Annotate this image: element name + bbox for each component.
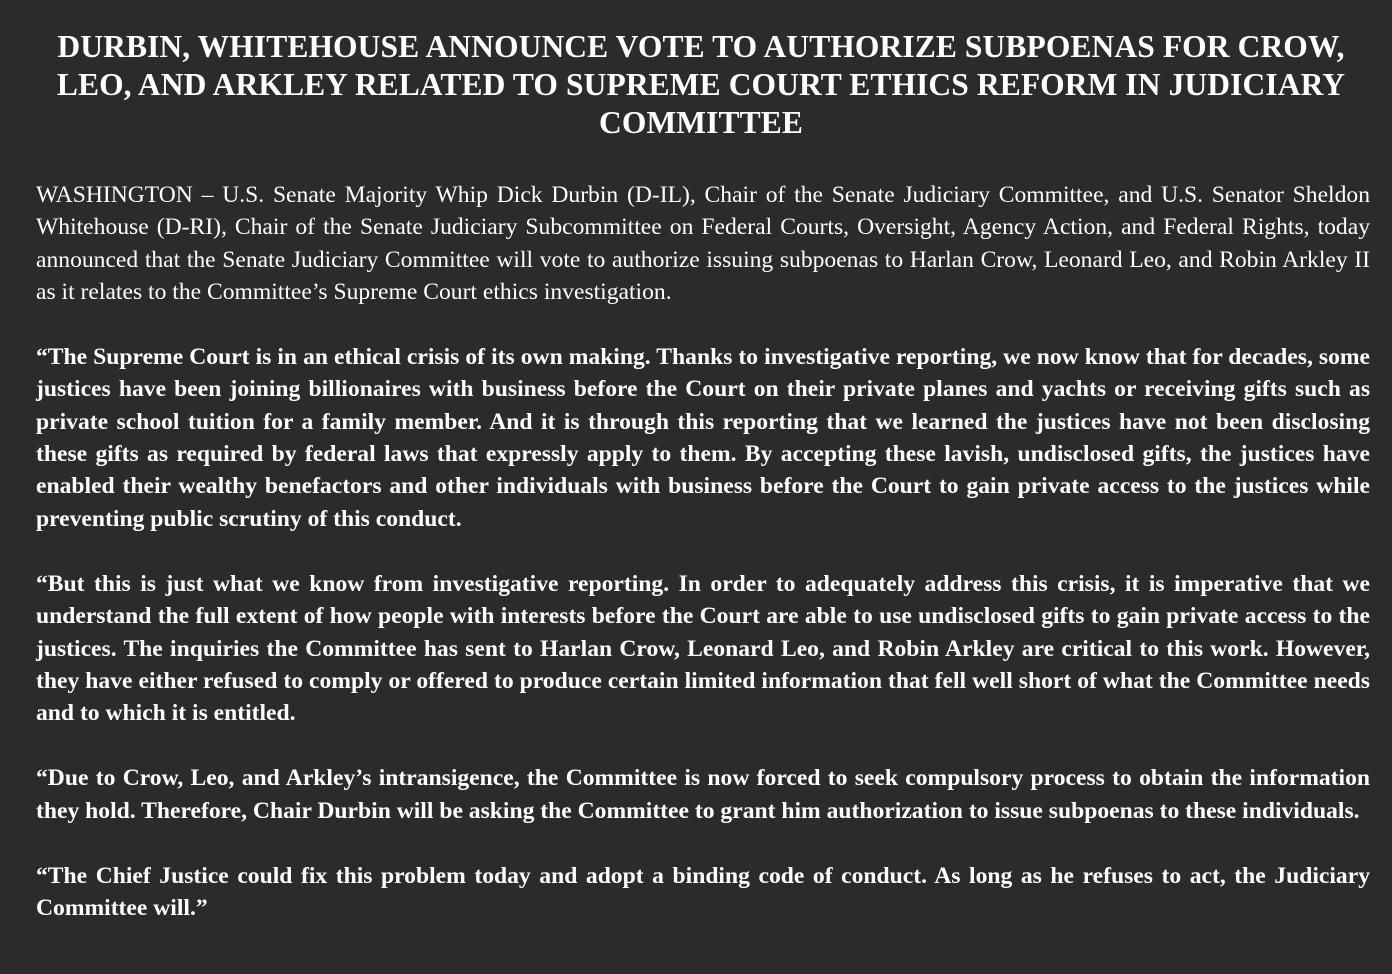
- lede-paragraph: WASHINGTON – U.S. Senate Majority Whip Dick Durbin (D-IL), Chair of the Senate Judiciary Committee, and U.S. Senator Sheldon Whitehouse (D-RI), Chair of the Senate Judiciary Subcommittee on Federal Courts, Oversight, Agency Action, and Federal Rights, today announced that the Senate Judiciary Committee will vote to authorize issuing subpoenas to Harlan Crow, Leonard Leo, and Robin Arkley II as it relates to the Committee’s Supreme Court ethics investigation.: [36, 182, 1370, 305]
- page-title: DURBIN, WHITEHOUSE ANNOUNCE VOTE TO AUTHORIZE SUBPOENAS FOR CROW, LEO, AND ARKLEY RELATED TO SUPREME COURT ETHICS REFORM IN JUDICIARY COMMITTEE: [56, 29, 1346, 140]
- quote-paragraph-3: “Due to Crow, Leo, and Arkley’s intransigence, the Committee is now forced to seek compulsory process to obtain the information they hold. Therefore, Chair Durbin will be asking the Committee to grant him authorization to issue subpoenas to these individuals.: [36, 765, 1370, 824]
- quote-paragraph-4: “The Chief Justice could fix this problem today and adopt a binding code of conduct. As long as he refuses to act, the Judiciary Committee will.”: [36, 863, 1370, 922]
- quote-paragraph-1: “The Supreme Court is in an ethical crisis of its own making. Thanks to investigative reporting, we now know that for decades, some justices have been joining billionaires with business before the Court on their private planes and yachts or receiving gifts such as private school tuition for a family member. And it is through this reporting that we learned the justices have not been disclosing these gifts as required by federal laws that expressly apply to them. By accepting these lavish, undisclosed gifts, the justices have enabled their wealthy benefactors and other individuals with business before the Court to gain private access to the justices while preventing public scrutiny of this conduct.: [36, 344, 1370, 532]
- quote-paragraph-2: “But this is just what we know from investigative reporting. In order to adequately address this crisis, it is imperative that we understand the full extent of how people with interests before the Court are able to use undisclosed gifts to gain private access to the justices. The inquiries the Committee has sent to Harlan Crow, Leonard Leo, and Robin Arkley are critical to this work. However, they have either refused to comply or offered to produce certain limited information that fell well short of what the Committee needs and to which it is entitled.: [36, 570, 1370, 727]
